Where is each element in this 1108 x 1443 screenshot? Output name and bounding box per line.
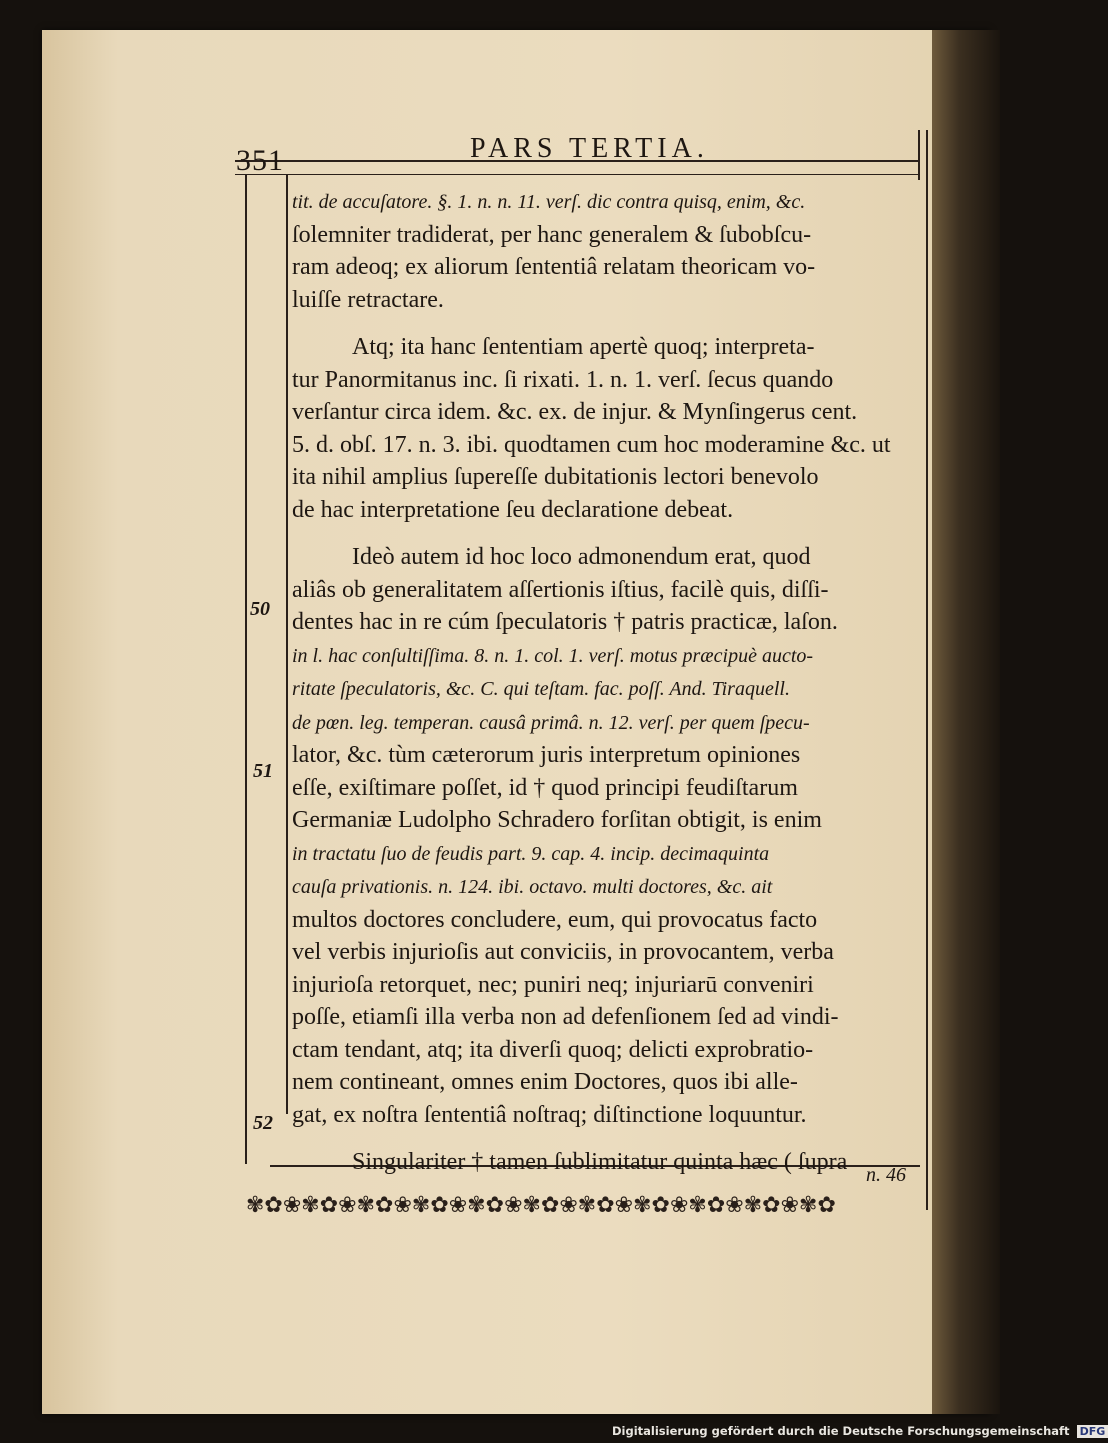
header-rule-right bbox=[918, 130, 920, 180]
text-line: in tractatu ſuo de feudis part. 9. cap. 4. incip. decimaquinta bbox=[292, 842, 770, 865]
text-line: Atq; ita hanc ſententiam apertè quoq; interpreta- bbox=[352, 334, 815, 360]
text-line: lator, &c. tùm cæterorum juris interpretum opiniones bbox=[292, 742, 801, 768]
text-line: injurioſa retorquet, nec; puniri neq; injuriarū conveniri bbox=[292, 971, 814, 998]
text-line: in l. hac conſultiſſima. 8. n. 1. col. 1. verſ. motus præcipuè aucto- bbox=[292, 644, 814, 667]
margin-rule-inner bbox=[286, 174, 288, 1114]
text-line: luiſſe retractare. bbox=[292, 286, 444, 313]
decorative-border-ornament: ✾✿❀✾✿❀✾✿❀✾✿❀✾✿❀✾✿❀✾✿❀✾✿❀✾✿❀✾✿❀✾✿ bbox=[246, 1193, 836, 1218]
catchword: n. 46 bbox=[866, 1164, 906, 1186]
text-line: eſſe, exiſtimare poſſet, id † quod principi feudiſtarum bbox=[292, 774, 798, 801]
margin-number: 51 bbox=[253, 760, 273, 782]
text-line: ita nihil amplius ſupereſſe dubitationis lectori benevolo bbox=[292, 464, 819, 490]
text-line: gat, ex noſtra ſententiâ noſtraq; diſtinctione loquuntur. bbox=[292, 1101, 807, 1128]
paragraph bbox=[292, 331, 922, 526]
margin-number: 52 bbox=[253, 1112, 273, 1134]
text-line: 5. d. obſ. 17. n. 3. ibi. quodtamen cum hoc moderamine &c. ut bbox=[292, 431, 891, 458]
text-line: ram adeoq; ex aliorum ſententiâ relatam theoricam vo- bbox=[292, 254, 816, 280]
text-line: multos doctores concludere, eum, qui provocatus facto bbox=[292, 906, 818, 933]
text-line: de hac interpretatione ſeu declaratione debeat. bbox=[292, 496, 734, 523]
text-line: nem contineant, omnes enim Doctores, quos ibi alle- bbox=[292, 1069, 798, 1095]
text-line: Germaniæ Ludolpho Schradero forſitan obtigit, is enim bbox=[292, 807, 822, 833]
text-line: ctam tendant, atq; ita diverſi quoq; delicti exprobratio- bbox=[292, 1036, 814, 1063]
text-line: ritate ſpeculatoris, &c. C. qui teſtam. fac. poſſ. And. Tiraquell. bbox=[292, 678, 790, 700]
text-line: Ideò autem id hoc loco admonendum erat, quod bbox=[352, 544, 811, 570]
text-line: Singulariter † tamen ſublimitatur quinta hæc ( ſupra bbox=[352, 1149, 848, 1175]
digitization-credit bbox=[612, 1424, 1108, 1440]
text-line: vel verbis injurioſis aut conviciis, in provocantem, verba bbox=[292, 939, 834, 965]
text-line: cauſa privationis. n. 124. ibi. octavo. multi doctores, &c. ait bbox=[292, 876, 773, 898]
header-rule-inner bbox=[235, 174, 918, 175]
text-line: tur Panormitanus inc. ſi rixati. 1. n. 1. verſ. ſecus quando bbox=[292, 366, 834, 393]
main-text bbox=[292, 185, 922, 1179]
text-rule-right bbox=[926, 130, 928, 1210]
book-gutter bbox=[932, 30, 1000, 1414]
page-number: 351 bbox=[236, 144, 284, 177]
margin-rule-outer bbox=[245, 174, 247, 1164]
paragraph bbox=[292, 185, 922, 316]
text-line: verſantur circa idem. &c. ex. de injur. & Mynſingerus cent. bbox=[292, 399, 858, 425]
running-head: PARS TERTIA. bbox=[470, 133, 709, 164]
text-line: aliâs ob generalitatem aſſertionis iſtius, facilè quis, diſſi- bbox=[292, 576, 829, 603]
text-line: tit. de accuſatore. §. 1. n. n. 11. verſ. dic contra quisq, enim, &c. bbox=[292, 191, 806, 213]
credit-text: Digitalisierung gefördert durch die Deutsche Forschungsgemeinschaft bbox=[612, 1424, 1070, 1438]
paragraph bbox=[292, 1146, 922, 1179]
text-line: de pœn. leg. temperan. causâ primâ. n. 12. verſ. per quem ſpecu- bbox=[292, 711, 810, 734]
text-line: dentes hac in re cúm ſpeculatoris † patris practicæ, laſon. bbox=[292, 609, 838, 635]
margin-number: 50 bbox=[250, 598, 270, 620]
paragraph bbox=[292, 541, 922, 1131]
text-line: ſolemniter tradiderat, per hanc generalem & ſubobſcu- bbox=[292, 221, 812, 248]
text-line: poſſe, etiamſi illa verba non ad defenſionem ſed ad vindi- bbox=[292, 1004, 839, 1030]
dfg-logo: DFG bbox=[1077, 1425, 1108, 1438]
